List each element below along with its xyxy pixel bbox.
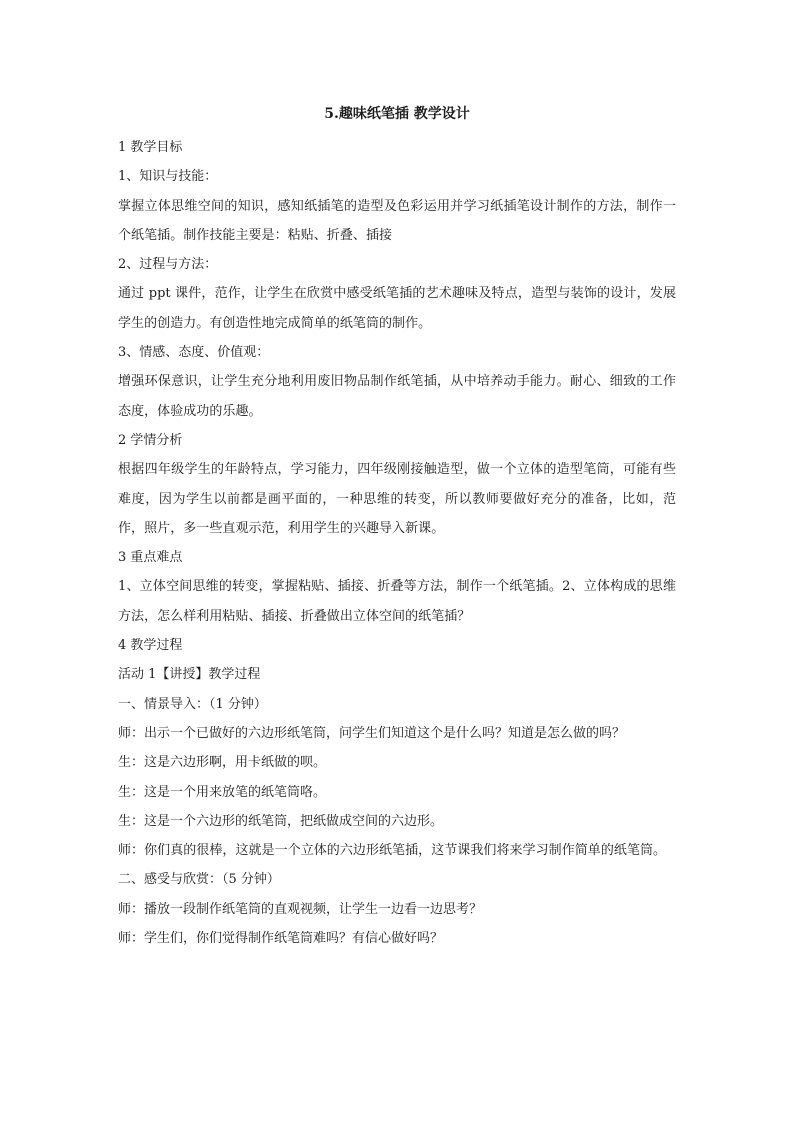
subheading-process-method: 2、过程与方法： <box>118 257 218 273</box>
dialogue-line: 生：这是一个六边形的纸笔筒，把纸做成空间的六边形。 <box>118 813 444 829</box>
paragraph-emotion-values: 增强环保意识，让学生充分地利用废旧物品制作纸笔插，从中培养动手能力。耐心、细致的工作态度，体验成功的乐趣。 <box>118 374 676 419</box>
dialogue-line: 师：播放一段制作纸笔筒的直观视频，让学生一边看一边思考？ <box>118 901 483 917</box>
paragraph-analysis: 根据四年级学生的年龄特点，学习能力，四年级刚接触造型，做一个立体的造型笔筒，可能有些难度，因为学生以前都是画平面的，一种思维的转变，所以教师要做好充分的准备，比如，范作，照片，多一些直观示范，利用学生的兴趣导入新课。 <box>118 462 676 536</box>
section-heading-process: 4 教学过程 <box>118 638 183 654</box>
subheading-knowledge-skills: 1、知识与技能： <box>118 169 218 185</box>
section-heading-key-points: 3 重点难点 <box>118 550 183 566</box>
document-title: 5.趣味纸笔插 教学设计 <box>324 106 470 122</box>
activity-heading: 活动 1【讲授】教学过程 <box>118 667 261 683</box>
paragraph-process-method: 通过 ppt 课件，范作，让学生在欣赏中感受纸笔插的艺术趣味及特点，造型与装饰的设计，发展学生的创造力。有创造性地完成简单的纸笔筒的制作。 <box>118 286 676 331</box>
step-heading-intro: 一、情景导入：（1 分钟） <box>118 696 267 712</box>
dialogue-line: 师：你们真的很棒，这就是一个立体的六边形纸笔插，这节课我们将来学习制作简单的纸笔筒。 <box>118 843 667 859</box>
section-heading-objectives: 1 教学目标 <box>118 140 183 155</box>
paragraph-key-points: 1、立体空间思维的转变，掌握粘贴、插接、折叠等方法，制作一个纸笔插。2、立体构成的思维方法，怎么样利用粘贴、插接、折叠做出立体空间的纸笔插？ <box>118 579 676 624</box>
step-heading-appreciation: 二、感受与欣赏：（5 分钟） <box>118 872 280 888</box>
dialogue-line: 师：学生们，你们觉得制作纸笔筒难吗？有信心做好吗？ <box>118 931 444 947</box>
dialogue-line: 生：这是六边形啊，用卡纸做的呗。 <box>118 755 327 771</box>
paragraph-knowledge-skills: 掌握立体思维空间的知识，感知纸插笔的造型及色彩运用并学习纸插笔设计制作的方法，制作一个纸笔插。制作技能主要是：粘贴、折叠、插接 <box>118 198 676 243</box>
subheading-emotion-values: 3、情感、态度、价值观： <box>118 345 270 361</box>
dialogue-line: 生：这是一个用来放笔的纸笔筒咯。 <box>118 784 327 800</box>
section-heading-analysis: 2 学情分析 <box>118 432 183 448</box>
document-body <box>118 133 676 953</box>
dialogue-line: 师：出示一个已做好的六边形纸笔筒，问学生们知道这个是什么吗？知道是怎么做的吗？ <box>118 725 626 741</box>
